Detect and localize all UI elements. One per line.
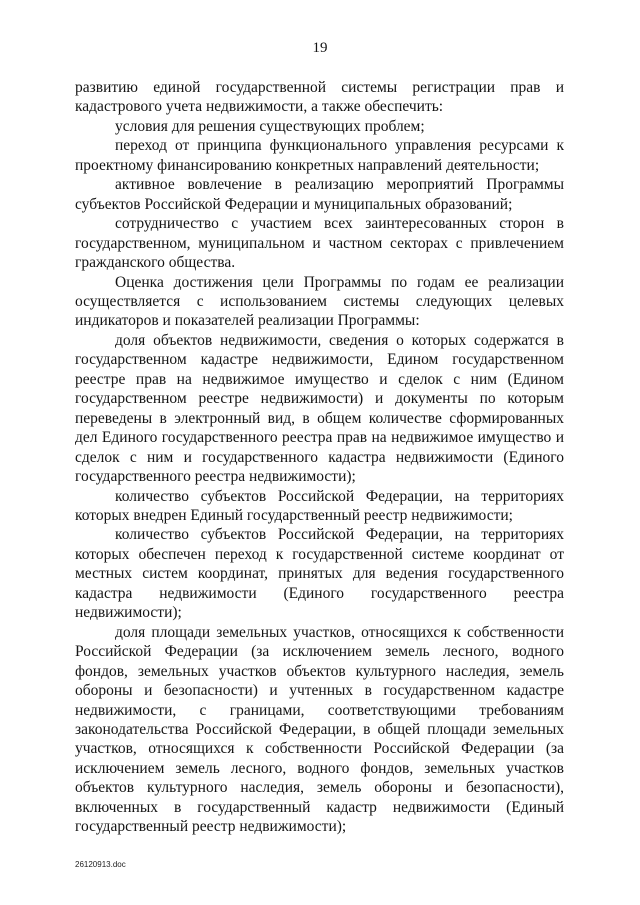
paragraph-indicator-share-objects: доля объектов недвижимости, сведения о которых содержатся в государственном кадастре недвижимости, Едином государственном реестре прав на недвижимое имущество и сделок с ним (Едином государственном реестре недвижимости) и документы по которым переведены в электронный вид, в общем количестве сформированных дел Единого государственного реестра прав на недвижимое имущество и сделок с ним и государственного кадастра недвижимости (Единого государственного реестра недвижимости); bbox=[75, 331, 564, 486]
page-number: 19 bbox=[312, 40, 328, 56]
paragraph-indicator-regions-registry: количество субъектов Российской Федерации, на территориях которых внедрен Единый государственный реестр недвижимости; bbox=[75, 487, 564, 524]
footer-filename: 26120913.doc bbox=[75, 860, 126, 869]
paragraph-continuation: развитию единой государственной системы регистрации прав и кадастрового учета недвижимости, а также обеспечить: bbox=[75, 79, 564, 116]
paragraph-indicator-land-share: доля площади земельных участков, относящихся к собственности Российской Федерации (за исключением земель лесного, водного фондов, земельных участков объектов культурного наследия, земель обороны и безопасности) и учтенных в государственном кадастре недвижимости, с границами, соответствующими требованиям законодательства Российской Федерации, в общей площади земельных участков, относящихся к собственности Российской Федерации (за исключением земель лесного, водного фондов, земельных участков объектов культурного наследия, земель обороны и безопасности), включенных в государственный кадастр недвижимости (Единый государственный реестр недвижимости); bbox=[75, 623, 564, 836]
paragraph-conditions: условия для решения существующих проблем; bbox=[115, 117, 425, 135]
paragraph-involvement: активное вовлечение в реализацию мероприятий Программы субъектов Российской Федерации и муниципальных образований; bbox=[75, 176, 564, 213]
paragraph-cooperation: сотрудничество с участием всех заинтересованных сторон в государственном, муниципальном и частном секторах с привлечением гражданского общества. bbox=[75, 215, 564, 272]
paragraph-evaluation: Оценка достижения цели Программы по годам ее реализации осуществляется с использованием системы следующих целевых индикаторов и показателей реализации Программы: bbox=[75, 273, 564, 330]
paragraph-indicator-regions-coordinates: количество субъектов Российской Федерации, на территориях которых обеспечен переход к государственной системе координат от местных систем координат, принятых для ведения государственного кадастра недвижимости (Единого государственного реестра недвижимости); bbox=[75, 526, 564, 622]
document-body bbox=[75, 78, 564, 837]
paragraph-transition: переход от принципа функционального управления ресурсами к проектному финансированию конкретных направлений деятельности; bbox=[75, 137, 564, 174]
